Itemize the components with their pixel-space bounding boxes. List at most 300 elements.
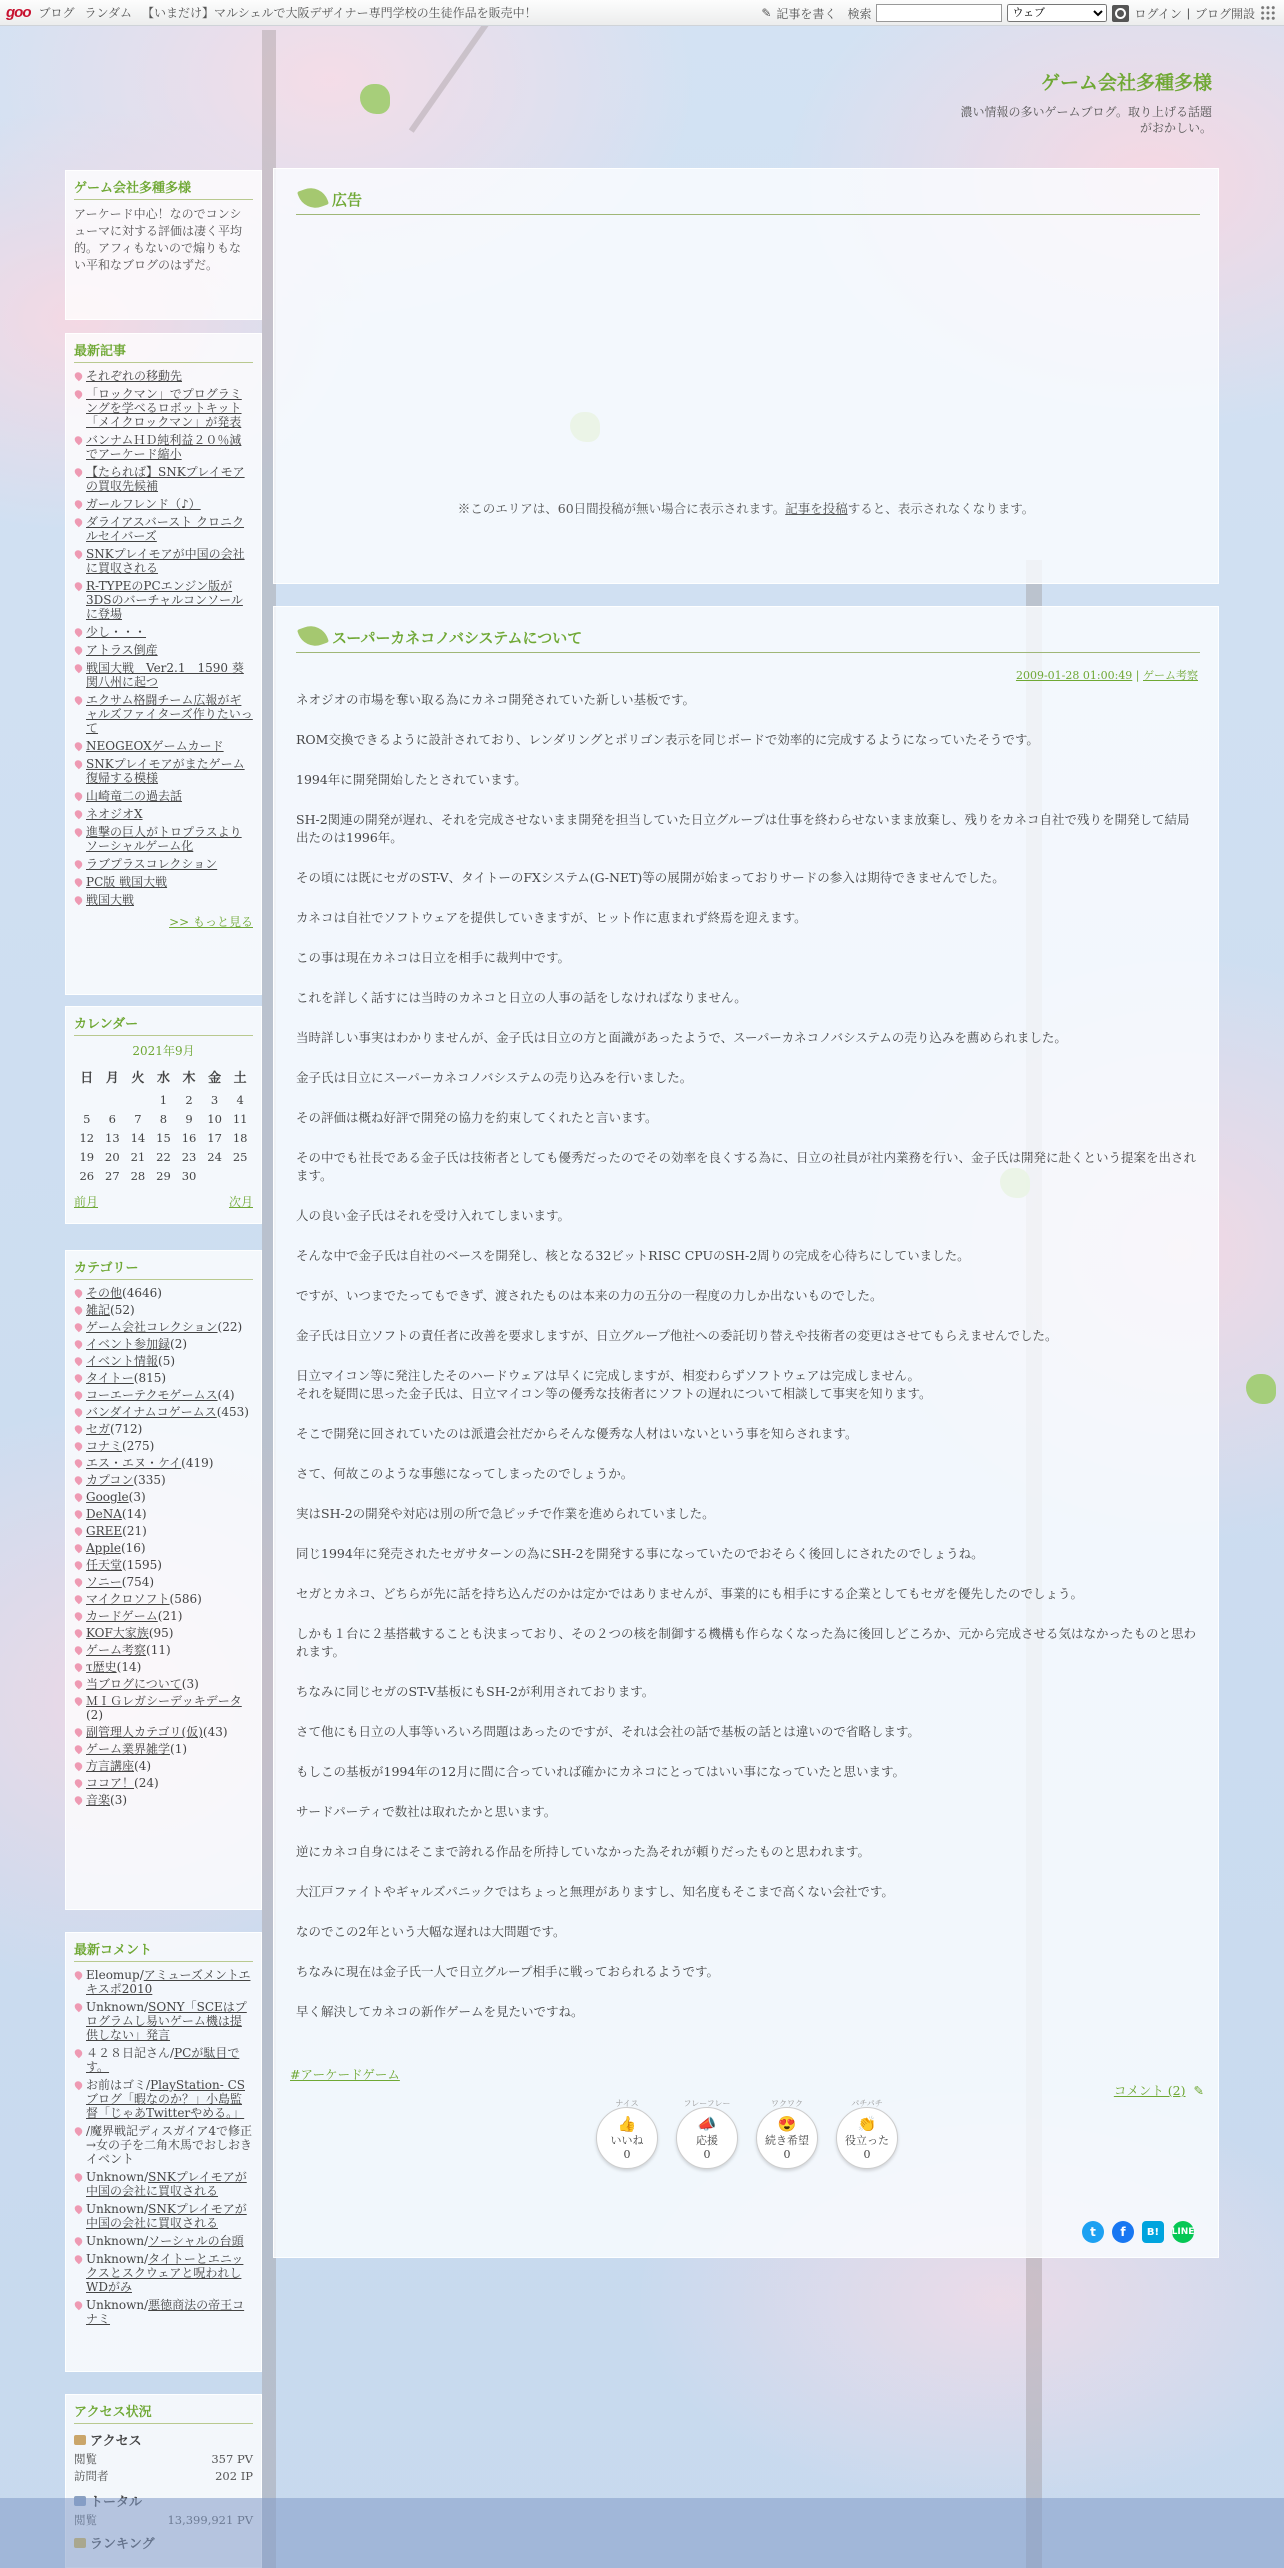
reaction-caption: フレーフレー xyxy=(683,2099,731,2108)
calendar-week xyxy=(74,1166,253,1185)
post-paragraph: その中でも社長である金子氏は技術者としても優秀だったのでその効率を良くする為に、日立の社員が社内業務を行い、金子氏は開発に赴くという提案を出されます。 xyxy=(296,1150,1197,1183)
calendar-day xyxy=(100,1090,126,1109)
reaction-count: 0 xyxy=(863,2147,871,2161)
list-item xyxy=(74,1337,253,1351)
post-paragraph: 金子氏は日立ソフトの責任者に改善を要求しますが、日立グループ他社への委託切り替えや技術者の変更はさせてもらえませんでした。 xyxy=(296,1328,1058,1343)
pencil-icon[interactable]: ✎ xyxy=(1193,2082,1204,2098)
post-paragraph: しかも１台に２基搭載することも決まっており、その２つの核を制御する機構も作らなくなった為に後回しどころか、元から完成させる気はなかったものと思われます。 xyxy=(296,1626,1197,1659)
category-count: (43) xyxy=(202,1725,228,1739)
calendar-day: 16 xyxy=(181,1130,197,1145)
list-item xyxy=(74,825,253,853)
list-item xyxy=(74,1524,253,1538)
recent-post-link[interactable]: ラブプラスコレクション xyxy=(86,857,218,871)
calendar-day: 18 xyxy=(232,1130,248,1145)
reaction-label: 役立った xyxy=(845,2133,889,2147)
calendar-day: 8 xyxy=(159,1111,168,1126)
list-item xyxy=(74,433,253,461)
category-link[interactable]: Google xyxy=(86,1490,129,1504)
profile-box xyxy=(65,170,262,320)
comment-user: Unknown xyxy=(86,2000,145,2014)
recent-post-link[interactable]: アトラス倒産 xyxy=(86,643,158,657)
reaction-label: いいね xyxy=(610,2133,644,2147)
category-count: (453) xyxy=(216,1405,249,1419)
write-article-link[interactable]: 記事を書く xyxy=(776,6,837,21)
calendar-box xyxy=(65,1006,262,1224)
post-paragraph: 実はSH-2の開発や対応は別の所で急ピッチで作業を進められていました。 xyxy=(296,1506,715,1521)
category-count: (275) xyxy=(122,1439,155,1453)
post-paragraph: その評価は概ね好評で開発の協力を約束してくれたと言います。 xyxy=(296,1110,658,1125)
post-paragraph: さて他にも日立の人事等いろいろ問題はあったのですが、それは会社の話で基板の話とは違いので省略します。 xyxy=(296,1724,920,1739)
calendar-day: 21 xyxy=(130,1149,146,1164)
list-item xyxy=(74,1725,253,1739)
bird-icon xyxy=(360,84,390,114)
calendar-day: 24 xyxy=(207,1149,222,1164)
calendar-day: 7 xyxy=(134,1111,142,1126)
post-paragraph: これを詳しく話すには当時のカネコと日立の人事の話をしなければなりません。 xyxy=(296,990,747,1005)
list-item xyxy=(74,757,253,785)
comment-post-link[interactable]: アミューズメントエキスポ2010 xyxy=(86,1968,251,1996)
post-paragraph: 1994年に開発開始したとされています。 xyxy=(296,772,527,787)
calendar-day xyxy=(202,1166,228,1185)
calendar-day: 22 xyxy=(156,1149,171,1164)
reaction-count: 0 xyxy=(703,2147,711,2161)
list-item xyxy=(74,497,253,511)
recent-post-link[interactable]: ガールフレンド（♪） xyxy=(86,497,201,511)
recent-posts-title: 最新記事 xyxy=(74,340,253,363)
calendar-day: 12 xyxy=(79,1130,95,1145)
category-link[interactable]: DeNA xyxy=(86,1507,122,1521)
post-date[interactable]: 2009-01-28 01:00:49 xyxy=(1015,669,1133,682)
post-paragraph: なのでこの2年という大幅な遅れは大問題です。 xyxy=(296,1924,566,1939)
list-item xyxy=(74,1320,253,1334)
calendar-day: 4 xyxy=(236,1092,244,1107)
list-item xyxy=(74,2124,253,2166)
list-item: Unknown/SNKプレイモアが中国の会社に買収される xyxy=(74,2202,253,2230)
category-count: (16) xyxy=(120,1541,146,1555)
category-link[interactable]: カプコン xyxy=(86,1473,134,1487)
list-item xyxy=(74,893,253,907)
post-box xyxy=(273,606,1219,2258)
comment-link[interactable]: コメント (2) xyxy=(1113,2083,1186,2098)
calendar-day: 29 xyxy=(156,1168,171,1183)
calendar-weekday: 日 xyxy=(80,1071,94,1086)
reaction-button[interactable] xyxy=(596,2099,658,2169)
post-paragraph: 早く解決してカネコの新作ゲームを見たいですね。 xyxy=(296,2004,584,2019)
calendar-day: 15 xyxy=(156,1130,171,1145)
reaction-button[interactable] xyxy=(756,2099,818,2169)
category-link[interactable]: ゲーム会社コレクション xyxy=(86,1320,218,1334)
category-link[interactable]: タイトー xyxy=(86,1371,134,1385)
post-paragraph: 逆にカネコ自身にはそこまで誇れる作品を所持していなかった為それが頼りだったものと思われます。 xyxy=(296,1844,871,1859)
list-item xyxy=(74,1643,253,1657)
recent-post-link[interactable]: NEOGEOXゲームカード xyxy=(86,739,224,753)
post-paragraph: ですが、いつまでたってもできず、渡されたものは本来の力の五分の一程度の力しか出ないものでした。 xyxy=(296,1288,883,1303)
recent-post-link[interactable]: SNKプレイモアがまたゲーム復帰する模様 xyxy=(86,757,245,785)
reaction-emoji-icon: 👏 xyxy=(857,2114,877,2133)
access-section-label: アクセス xyxy=(90,2434,142,2449)
post-paragraph: 人の良い金子氏はそれを受け入れてしまいます。 xyxy=(296,1208,571,1223)
list-item: Unknown/ソーシャルの台頭 xyxy=(74,2234,253,2248)
calendar-week xyxy=(74,1128,253,1147)
comment-user: Unknown xyxy=(86,2202,145,2216)
recent-post-link[interactable]: それぞれの移動先 xyxy=(86,369,183,383)
list-item xyxy=(74,1776,253,1790)
search-label: 検索 xyxy=(847,6,872,21)
list-item xyxy=(74,547,253,575)
post-paragraph: もしこの基板が1994年の12月に間に合っていれば確かにカネコにとってはいい事になっていたと思います。 xyxy=(296,1764,905,1779)
search-input[interactable] xyxy=(876,4,1002,22)
list-item xyxy=(74,857,253,871)
category-link[interactable]: カードゲーム xyxy=(86,1609,158,1623)
recent-comments-title: 最新コメント xyxy=(74,1939,253,1962)
comment-post-link[interactable]: SNKプレイモアが中国の会社に買収される xyxy=(86,2202,247,2230)
list-item xyxy=(74,1490,253,1504)
post-paragraph: 日立マイコン等に発注したそのハードウェアは早くに完成しますが、相変わらずソフトウェアは完成しません。 それを疑問に思った金子氏は、日立マイコン等の優秀な技術者にソフトの遅れについて相談して事実を知ります。 xyxy=(296,1368,932,1401)
calendar-day: 17 xyxy=(207,1130,222,1145)
goo-top-bar xyxy=(0,0,1284,26)
post-title-bar xyxy=(296,619,1200,653)
list-item xyxy=(74,387,253,429)
list-item: お前はゴミ/PlayStation- CSブログ「暇なのか？」小島監督「じゃあTwitterやめる。」 xyxy=(74,2078,253,2120)
list-item xyxy=(74,1388,253,1402)
comment-post-link[interactable]: ソーシャルの台頭 xyxy=(148,2234,244,2248)
list-item xyxy=(74,1677,253,1691)
reaction-button[interactable] xyxy=(676,2099,738,2169)
category-link[interactable]: イベント参加録 xyxy=(86,1337,171,1351)
calendar-day: 19 xyxy=(79,1149,95,1164)
ad-note-text: ※このエリアは、60日間投稿が無い場合に表示されます。 xyxy=(457,501,786,516)
recent-post-link[interactable]: 戦国大戦 Ver2.1 1590 葵 関八州に起つ xyxy=(86,661,244,689)
line-share-icon[interactable]: LINE xyxy=(1172,2221,1194,2243)
list-item xyxy=(74,1793,253,1807)
comment-user: Unknown xyxy=(86,2234,145,2248)
reaction-caption: ワクワク xyxy=(771,2099,803,2108)
comment-post-link[interactable]: SONY「SCEはプログラムし易いゲーム機は提供しない」発言 xyxy=(86,2000,247,2042)
list-item xyxy=(74,1558,253,1572)
comment-post-link[interactable]: PlayStation- CSブログ「暇なのか？」小島監督「じゃあTwitterやめる。」 xyxy=(86,2078,245,2120)
calendar-title: カレンダー xyxy=(74,1013,253,1036)
category-count: (754) xyxy=(121,1575,155,1589)
calendar-day: 1 xyxy=(159,1092,168,1107)
list-item xyxy=(74,661,253,689)
recent-post-link[interactable]: 「ロックマン」でプログラミングを学べるロボットキット「メイクロックマン」が発表 xyxy=(86,387,242,429)
recent-post-link[interactable]: ダライアスバースト クロニクルセイバーズ xyxy=(86,515,245,543)
post-paragraph: SH-2関連の開発が遅れ、それを完成させないまま開発を担当していた日立グループは仕事を終わらせないまま放棄し、残りをカネコ自社で残りを開発して結局出たのは1996年。 xyxy=(296,812,1190,845)
comment-user: Unknown xyxy=(86,2252,145,2266)
category-count: (3) xyxy=(110,1793,128,1807)
ad-box xyxy=(273,168,1219,584)
hatena-bookmark-icon[interactable]: B! xyxy=(1142,2221,1164,2243)
categories-box xyxy=(65,1250,262,1910)
post-title[interactable]: スーパーカネコノバシステムについて xyxy=(332,629,583,647)
category-count: (712) xyxy=(110,1422,143,1436)
calendar-day: 27 xyxy=(105,1168,120,1183)
list-item xyxy=(74,515,253,543)
list-item xyxy=(74,693,253,735)
categories-title: カテゴリー xyxy=(74,1257,253,1280)
category-count: (1595) xyxy=(122,1558,162,1572)
category-link[interactable]: その他 xyxy=(86,1286,123,1300)
category-link[interactable]: 音楽 xyxy=(86,1793,111,1807)
list-item xyxy=(74,807,253,821)
calendar-weekday: 月 xyxy=(105,1071,119,1086)
search-icon[interactable] xyxy=(1112,5,1129,22)
category-link[interactable]: エス・エヌ・ケイ xyxy=(86,1456,182,1470)
calendar-day: 3 xyxy=(210,1092,219,1107)
calendar-weekday: 土 xyxy=(233,1071,247,1086)
calendar-week xyxy=(74,1147,253,1166)
post-category-link[interactable]: ゲーム考察 xyxy=(1143,669,1198,682)
app-grid-icon[interactable] xyxy=(1260,5,1276,21)
access-title: アクセス状況 xyxy=(74,2401,253,2424)
top-bar-actions xyxy=(761,0,1276,26)
category-link[interactable]: セガ xyxy=(86,1422,111,1436)
blog-title[interactable]: ゲーム会社多種多様 xyxy=(1040,72,1212,94)
list-item xyxy=(74,1303,253,1317)
post-paragraph: 金子氏は日立にスーパーカネコノバシステムの売り込みを行いました。 xyxy=(296,1070,693,1085)
more-posts-link[interactable]: >> もっと見る xyxy=(169,915,253,929)
reaction-emoji-icon: 👍 xyxy=(617,2114,637,2133)
category-count: (3) xyxy=(128,1490,146,1504)
calendar-day: 10 xyxy=(207,1111,222,1126)
list-item xyxy=(74,1541,253,1555)
calendar-day: 14 xyxy=(130,1130,146,1145)
category-link[interactable]: 任天堂 xyxy=(86,1558,123,1572)
list-item xyxy=(74,1354,253,1368)
list-item xyxy=(74,1759,253,1773)
comment-post-link[interactable]: 悪徳商法の帝王コナミ xyxy=(86,2298,245,2326)
comment-user: /魔界戦記ディスガイア4で修正→女の子を二角木馬でおしおきイベント xyxy=(86,2124,253,2166)
category-count: (14) xyxy=(121,1507,147,1521)
facebook-share-icon[interactable]: f xyxy=(1112,2221,1134,2243)
login-link[interactable]: ログイン xyxy=(1134,6,1182,21)
pencil-icon: ✎ xyxy=(761,6,772,20)
category-count: (586) xyxy=(169,1592,202,1606)
recent-posts-list xyxy=(74,369,253,907)
open-blog-link[interactable]: ブログ開設 xyxy=(1194,6,1255,21)
post-paragraph: ROM交換できるように設計されており、レンダリングとポリゴン表示を同じボードで効率的に完成するようになっていたそうです。 xyxy=(296,732,1039,747)
category-link[interactable]: ＭＩＧレガシーデッキデータ xyxy=(86,1694,242,1708)
comment-user: Unknown xyxy=(86,2170,145,2184)
reaction-count: 0 xyxy=(623,2147,631,2161)
recent-post-link[interactable]: 山崎竜二の過去話 xyxy=(86,789,183,803)
calendar-week xyxy=(74,1109,253,1128)
list-item xyxy=(74,1609,253,1623)
calendar-day xyxy=(227,1166,253,1185)
post-tag[interactable]: #アーケードゲーム xyxy=(290,2067,400,2082)
list-item xyxy=(74,1742,253,1756)
list-item xyxy=(74,369,253,383)
list-item xyxy=(74,579,253,621)
post-paragraph: この事は現在カネコは日立を相手に裁判中です。 xyxy=(296,950,571,965)
recent-post-link[interactable]: エクサム格闘チーム広報がギャルズファイターズ作りたいって xyxy=(86,693,253,735)
list-item xyxy=(74,1456,253,1470)
nav-random[interactable]: ランダム xyxy=(84,6,133,20)
category-link[interactable]: GREE xyxy=(86,1524,123,1538)
recent-posts-box xyxy=(65,333,262,995)
list-item xyxy=(74,1660,253,1674)
list-item xyxy=(74,1422,253,1436)
promo-link[interactable]: 【いまだけ】マルシェルで大阪デザイナー専門学校の生徒作品を販売中！ xyxy=(142,6,537,20)
post-paragraph: その頃には既にセガのST-V、タイトーのFXシステム(G-NET)等の展開が始まっておりサードの参入は期待できませんでした。 xyxy=(296,870,1005,885)
recent-post-link[interactable]: PC版 戦国大戦 xyxy=(86,875,168,889)
recent-post-link[interactable]: SNKプレイモアが中国の会社に買収される xyxy=(86,547,245,575)
category-count: (4) xyxy=(134,1759,152,1773)
category-link[interactable]: コナミ xyxy=(86,1439,123,1453)
list-item xyxy=(74,1286,253,1300)
category-count: (419) xyxy=(181,1456,214,1470)
category-link[interactable]: ゲーム業界雑学 xyxy=(86,1742,171,1756)
category-link[interactable]: コーエーテクモゲームス xyxy=(86,1388,218,1402)
post-paragraph: さて、何故このような事態になってしまったのでしょうか。 xyxy=(296,1466,634,1481)
category-link[interactable]: マイクロソフト xyxy=(86,1592,170,1606)
post-paragraph: 大江戸ファイトやギャルズパニックではちょっと無理がありますし、知名度もそこまで高くない会社です。 xyxy=(296,1884,894,1899)
reaction-button[interactable] xyxy=(836,2099,898,2169)
access-visitors-row xyxy=(74,2468,253,2485)
list-item xyxy=(74,465,253,493)
profile-text: アーケード中心！なのでコンシューマに対する評価は凄く平均的。アフィもないので煽りもない平和なブログのはずだ。 xyxy=(74,207,243,272)
post-paragraph: そんな中で金子氏は自社のベースを開発し、核となる32ビットRISC CPUのSH-2周りの完成を心待ちにしていました。 xyxy=(296,1248,970,1263)
list-item: Eleomup/アミューズメントエキスポ2010 xyxy=(74,1968,253,1996)
calendar-day: 30 xyxy=(181,1168,197,1183)
post-paragraph: 同じ1994年に発売されたセガサターンの為にSH-2を開発する事になっていたのでおそらく後回しにされたのでしょうね。 xyxy=(296,1546,984,1561)
bird-icon xyxy=(1246,1374,1276,1404)
reaction-emoji-icon: 📣 xyxy=(697,2114,717,2133)
calendar-day: 2 xyxy=(185,1092,193,1107)
nav-blog[interactable]: ブログ xyxy=(38,6,75,20)
list-item xyxy=(74,1575,253,1589)
category-link[interactable]: バンダイナムコゲームス xyxy=(86,1405,217,1419)
calendar-table xyxy=(74,1065,253,1185)
access-icon xyxy=(74,2435,86,2445)
access-visitors-label: 訪問者 xyxy=(74,2469,109,2483)
recent-comments-box xyxy=(65,1932,262,2372)
category-count: (2) xyxy=(170,1337,188,1351)
recent-post-link[interactable]: バンナムＨＤ純利益２０％減でアーケード縮小 xyxy=(86,433,242,461)
list-item xyxy=(74,1507,253,1521)
list-item xyxy=(74,789,253,803)
category-count: (3) xyxy=(181,1677,199,1691)
category-link[interactable]: 当ブログについて xyxy=(86,1677,182,1691)
category-count: (1) xyxy=(170,1742,188,1756)
calendar-day: 23 xyxy=(181,1149,197,1164)
calendar-next-month[interactable]: 次月 xyxy=(228,1195,253,1209)
list-item: Unknown/SONY「SCEはプログラムし易いゲーム機は提供しない」発言 xyxy=(74,2000,253,2042)
post-paragraph: ちなみに同じセガのST-V基板にもSH-2が利用されております。 xyxy=(296,1684,655,1699)
category-count: (21) xyxy=(122,1524,147,1538)
calendar-day: 6 xyxy=(108,1111,116,1126)
category-link[interactable]: ソニー xyxy=(86,1575,122,1589)
category-count: (2) xyxy=(86,1708,103,1722)
comment-user: お前はゴミ xyxy=(86,2078,147,2092)
post-article-link[interactable]: 記事を投稿 xyxy=(785,501,848,516)
calendar-prev-month[interactable]: 前月 xyxy=(74,1195,99,1209)
list-item: Unknown/悪徳商法の帝王コナミ xyxy=(74,2298,253,2326)
list-item xyxy=(74,1439,253,1453)
comment-post-link[interactable]: SNKプレイモアが中国の会社に買収される xyxy=(86,2170,247,2198)
list-item xyxy=(74,875,253,889)
category-link[interactable]: Apple xyxy=(86,1541,121,1555)
post-paragraph: ちなみに現在は金子氏一人で日立グループ相手に戦っておられるようです。 xyxy=(296,1964,720,1979)
ad-title: 広告 xyxy=(332,191,363,209)
comment-post-link[interactable]: PCが駄目です。 xyxy=(86,2046,240,2074)
reaction-label: 応援 xyxy=(696,2133,718,2147)
post-paragraph: ネオジオの市場を奪い取る為にカネコ開発されていた新しい基板です。 xyxy=(296,692,696,707)
list-item xyxy=(74,625,253,639)
calendar-day xyxy=(74,1090,100,1109)
post-paragraph: 当時詳しい事実はわかりませんが、金子氏は日立の方と面識があったようで、スーパーカネコノバシステムの売り込みを薦められました。 xyxy=(296,1030,1067,1045)
goo-logo[interactable]: goo xyxy=(6,4,31,21)
category-count: (24) xyxy=(134,1776,159,1790)
access-pv-value: 357 PV xyxy=(211,2452,253,2466)
list-item: ４２８日記さん/PCが駄目です。 xyxy=(74,2046,253,2074)
category-link[interactable]: 雑記 xyxy=(86,1303,111,1317)
recent-post-link[interactable]: 戦国大戦 xyxy=(86,893,135,907)
category-count: (11) xyxy=(146,1643,171,1657)
category-count: (21) xyxy=(157,1609,183,1623)
calendar-day: 26 xyxy=(79,1168,95,1183)
category-link[interactable]: KOF大家族 xyxy=(86,1626,149,1640)
calendar-weekday: 火 xyxy=(131,1071,145,1086)
access-pv-label: 閲覧 xyxy=(74,2452,97,2466)
category-count: (4) xyxy=(217,1388,235,1402)
recent-post-link[interactable]: ネオジオX xyxy=(86,807,143,821)
calendar-day: 9 xyxy=(185,1111,193,1126)
calendar-day: 25 xyxy=(232,1149,248,1164)
categories-list xyxy=(74,1286,253,1807)
category-count: (52) xyxy=(110,1303,135,1317)
recent-post-link[interactable]: 少し・・・ xyxy=(86,625,147,639)
post-paragraph: サードパーティで数社は取れたかと思います。 xyxy=(296,1804,557,1819)
calendar-month: 2021年9月 xyxy=(132,1044,195,1058)
category-link[interactable]: ココア！ xyxy=(86,1776,135,1790)
comment-post-link[interactable]: タイトーとエニックスとスクウェアと呪われしWDがみ xyxy=(86,2252,244,2294)
list-item: Unknown/SNKプレイモアが中国の会社に買収される xyxy=(74,2170,253,2198)
list-item xyxy=(74,1473,253,1487)
bottom-overlay-bar xyxy=(0,2498,1284,2568)
recent-comments-list xyxy=(74,1968,253,2326)
recent-post-link[interactable]: 進撃の巨人がトロプラスよりソーシャルゲーム化 xyxy=(86,825,242,853)
calendar-weekday: 金 xyxy=(208,1071,222,1086)
share-buttons xyxy=(1082,2221,1194,2243)
recent-post-link[interactable]: 【たられば】SNKプレイモアの買収先候補 xyxy=(86,465,245,493)
search-scope-select[interactable] xyxy=(1007,4,1107,22)
calendar-weekday: 水 xyxy=(156,1071,170,1086)
list-item xyxy=(74,1592,253,1606)
category-count: (22) xyxy=(217,1320,243,1334)
post-paragraph: セガとカネコ、どちらが先に話を持ち込んだのかは定かではありませんが、事業的にも相手にする企業としてもセガを優先したのでしょう。 xyxy=(296,1586,1084,1601)
category-link[interactable]: イベント情報 xyxy=(86,1354,159,1368)
reaction-buttons xyxy=(596,2099,898,2169)
list-item xyxy=(74,739,253,753)
post-body xyxy=(296,691,1202,2043)
category-link[interactable]: 副管理人カテゴリ(仮) xyxy=(86,1725,203,1739)
category-count: (4646) xyxy=(122,1286,162,1300)
comment-user: ４２８日記さん xyxy=(86,2046,171,2060)
access-section xyxy=(74,2430,253,2449)
twitter-share-icon[interactable]: t xyxy=(1082,2221,1104,2243)
category-link[interactable]: 方言講座 xyxy=(86,1759,135,1773)
category-link[interactable]: τ歴史 xyxy=(86,1660,117,1674)
comment-user: Eleomup xyxy=(86,1968,140,1982)
ad-note xyxy=(274,499,1218,517)
category-link[interactable]: ゲーム考察 xyxy=(86,1643,147,1657)
post-paragraph: カネコは自社でソフトウェアを提供していきますが、ヒット作に恵まれず終焉を迎えます。 xyxy=(296,910,807,925)
reaction-label: 続き希望 xyxy=(765,2133,809,2147)
calendar-day: 13 xyxy=(105,1130,120,1145)
recent-post-link[interactable]: R-TYPEのPCエンジン版が3DSのバーチャルコンソールに登場 xyxy=(86,579,243,621)
list-item xyxy=(74,1626,253,1640)
